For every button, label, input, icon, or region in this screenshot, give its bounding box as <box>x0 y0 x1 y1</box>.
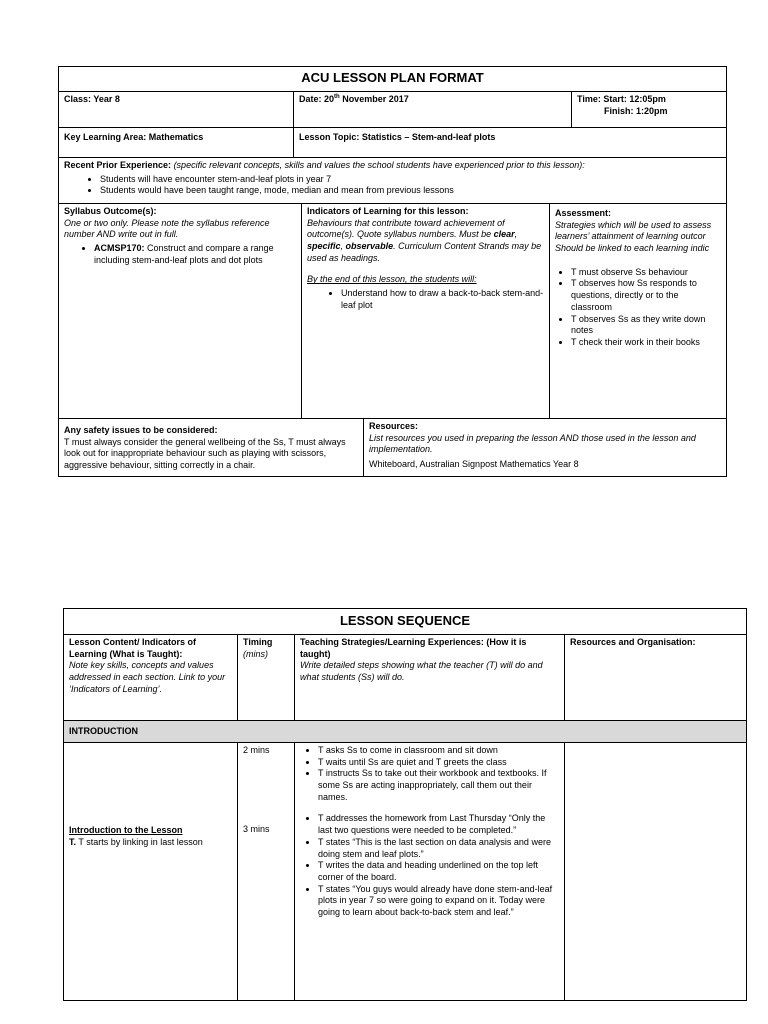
indicators-observable: observable <box>345 241 394 252</box>
syllabus-label: Syllabus Outcome(s): <box>64 206 157 216</box>
syllabus-text: Construct and compare a range including stem-and-leaf plots and dot plots <box>94 243 274 265</box>
indicators-clear: clear <box>493 229 515 240</box>
steps-list-1 <box>300 745 560 803</box>
time-finish: Finish: 1:20pm <box>604 105 668 116</box>
introduction-band: INTRODUCTION <box>64 720 746 742</box>
resources-desc: List resources you used in preparing the lesson AND those used in the lesson and implementation. <box>369 432 696 455</box>
prior-experience <box>59 157 726 203</box>
prior-label: Recent Prior Experience: <box>64 160 172 170</box>
list-item: • T addresses the homework from Last Thursday “Only the last two questions were needed to be completed.” <box>318 813 560 836</box>
strategies-cell <box>294 742 564 1000</box>
safety-label: Any safety issues to be considered: <box>64 425 218 435</box>
col3-header <box>294 634 564 720</box>
list-item: • T waits until Ss are quiet and T greets the class <box>318 757 560 769</box>
lesson-sequence-table <box>63 608 747 1001</box>
col1-desc: Note key skills, concepts and values addressed in each section. Link to your ‘Indicators of Learning’. <box>69 660 226 694</box>
resources-cell <box>363 418 726 476</box>
safety-text: T must always consider the general wellbeing of the Ss, T must always look out for inappropriate behaviour such as playing with scissors, aggressive behaviour, sitting correctly in a chair. <box>64 436 346 471</box>
date-cell <box>293 91 571 127</box>
assessment-desc-line: Should be linked to each learning indic <box>555 243 710 254</box>
time-start: Time: Start: 12:05pm <box>577 94 666 104</box>
syllabus-desc: One or two only. Please note the syllabus reference number AND write out in full. <box>64 217 270 240</box>
assessment-label: Assessment: <box>555 208 612 218</box>
timing-cell <box>237 742 294 1000</box>
col1-head: Lesson Content/ Indicators of Learning (What is Taught): <box>69 637 197 659</box>
list-item <box>94 243 296 266</box>
indicators-desc-1: Behaviours that contribute toward achievement of outcome(s). Quote syllabus numbers. Must be <box>307 217 505 240</box>
list-item: • T states “You guys would already have done stem-and-leaf plots in year 7 so were going to expand on it. Today were going to learn about back-to-back stem and leaf.” <box>318 884 560 919</box>
list-item: • T check their work in their books <box>571 337 721 349</box>
list-item: • T observes how Ss responds to questions, directly or to the classroom <box>571 278 721 313</box>
col3-head: Teaching Strategies/Learning Experiences: (How it is taught) <box>300 637 527 659</box>
col3-desc: Write detailed steps showing what the teacher (T) will do and what students (Ss) will do. <box>300 660 543 683</box>
col2-head: Timing <box>243 637 273 647</box>
assessment-cell <box>549 203 726 418</box>
time-slot-2: 3 mins <box>243 823 270 834</box>
resources-label: Resources: <box>369 421 419 431</box>
syllabus-cell <box>59 203 301 418</box>
lesson-plan-table <box>58 66 727 477</box>
intro-text <box>69 837 232 849</box>
syllabus-code: ACMSP170: <box>94 243 145 254</box>
plan-title: ACU LESSON PLAN FORMAT <box>301 70 484 85</box>
assessment-desc-line: Strategies which will be used to assess <box>555 219 712 230</box>
date-prefix: Date: 20 <box>299 94 335 104</box>
indicators-desc-3: , <box>340 241 346 252</box>
list-item: • T states “This is the last section on data analysis and were doing stem and leaf plots.” <box>318 837 560 860</box>
safety-cell <box>59 418 363 476</box>
indicators-desc-4: . Curriculum Content Strands may be used as headings. <box>307 241 542 263</box>
indicators-list <box>307 288 544 311</box>
indicators-label: Indicators of Learning for this lesson: <box>307 206 469 216</box>
col2-desc: (mins) <box>243 648 268 659</box>
intro-body: T starts by linking in last lesson <box>76 836 203 847</box>
col2-header <box>237 634 294 720</box>
date-suffix: November 2017 <box>339 94 409 104</box>
date-sup: th <box>334 94 340 100</box>
list-item: • T writes the data and heading underlined on the top left corner of the board. <box>318 860 560 883</box>
sequence-title: LESSON SEQUENCE <box>339 613 471 628</box>
list-item: • T must observe Ss behaviour <box>571 267 721 279</box>
list-item: • Students would have been taught range, mode, median and mean from previous lessons <box>100 185 721 197</box>
steps-list-2 <box>300 813 560 918</box>
col4-header <box>564 634 746 720</box>
assessment-desc-line: learners’ attainment of learning outcor <box>555 231 706 242</box>
indicators-desc-2: , <box>514 229 518 240</box>
topic-cell: Lesson Topic: Statistics – Stem-and-leaf plots <box>293 127 726 157</box>
kla-cell: Key Learning Area: Mathematics <box>59 127 293 157</box>
indicators-specific: specific <box>307 241 341 252</box>
col4-head: Resources and Organisation: <box>570 637 696 647</box>
time-slot-1: 2 mins <box>243 745 270 755</box>
time-cell <box>571 91 726 127</box>
content-cell <box>64 742 237 1000</box>
intro-t: T. <box>69 836 77 847</box>
list-item: • T observes Ss as they write down notes <box>571 314 721 337</box>
list-item: • T asks Ss to come in classroom and sit down <box>318 745 560 757</box>
list-item: • T instructs Ss to take out their workbook and textbooks. If some Ss are acting inappropriately, call them out their names. <box>318 768 560 803</box>
resources-org-cell <box>564 742 746 1000</box>
indicators-end: By the end of this lesson, the students will: <box>307 274 477 285</box>
assessment-list <box>555 267 721 349</box>
list-item: • Understand how to draw a back-to-back stem-and-leaf plot <box>341 288 544 311</box>
prior-list <box>64 174 721 197</box>
col1-header <box>64 634 237 720</box>
class-cell: Class: Year 8 <box>59 91 293 127</box>
indicators-cell <box>301 203 549 418</box>
intro-heading: Introduction to the Lesson <box>69 825 183 835</box>
prior-desc: (specific relevant concepts, skills and values the school students have experienced prior to this lesson): <box>173 160 585 170</box>
syllabus-list <box>64 243 296 266</box>
resources-text: Whiteboard, Australian Signpost Mathematics Year 8 <box>369 459 579 470</box>
indicators-desc <box>307 218 544 265</box>
list-item: • Students will have encounter stem-and-leaf plots in year 7 <box>100 174 721 186</box>
